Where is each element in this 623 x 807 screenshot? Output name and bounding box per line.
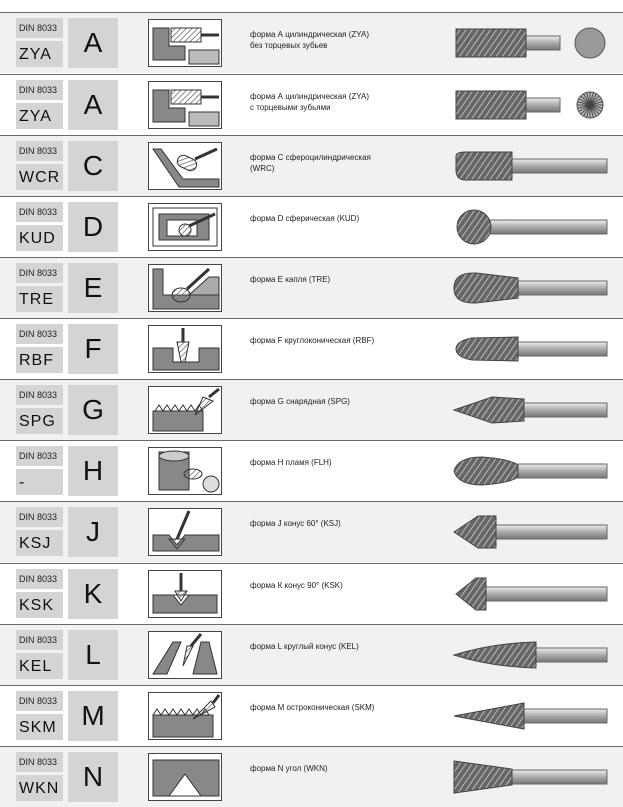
description-line-1: форма К конус 90° (KSK) <box>250 581 343 590</box>
shape-description <box>250 457 440 468</box>
description-line-1: форма А цилиндрическая (ZYA) <box>250 92 369 101</box>
description-line-2: без торцевых зубьев <box>250 41 328 50</box>
application-diagram <box>148 386 222 434</box>
burr-image <box>452 207 608 247</box>
din-standard-label: DIN 8033 <box>16 324 63 344</box>
shape-code: ZYA <box>16 103 63 129</box>
description-line-2: (WRC) <box>250 164 275 173</box>
shape-description <box>250 702 440 713</box>
shape-description <box>250 396 440 407</box>
description-line-1: форма L круглый конус (KEL) <box>250 642 359 651</box>
description-line-1: форма Е капля (TRE) <box>250 275 331 284</box>
burr-image <box>452 23 608 63</box>
din-standard-label: DIN 8033 <box>16 691 63 711</box>
shape-code: RBF <box>16 347 63 373</box>
burr-image <box>452 696 608 736</box>
shape-description <box>250 580 440 591</box>
table-row <box>0 12 623 73</box>
shape-code: - <box>16 469 63 495</box>
burr-image <box>452 390 608 430</box>
table-row <box>0 379 623 440</box>
din-standard-label: DIN 8033 <box>16 507 63 527</box>
table-row <box>0 563 623 624</box>
application-diagram <box>148 692 222 740</box>
application-diagram <box>148 570 222 618</box>
table-row <box>0 501 623 562</box>
din-standard-label: DIN 8033 <box>16 385 63 405</box>
shape-description <box>250 335 440 346</box>
din-standard-label: DIN 8033 <box>16 141 63 161</box>
description-line-1: форма J конус 60° (KSJ) <box>250 519 341 528</box>
application-diagram <box>148 81 222 129</box>
din-standard-label: DIN 8033 <box>16 202 63 222</box>
shape-description <box>250 152 440 174</box>
shape-letter: L <box>68 630 118 680</box>
burr-image <box>452 451 608 491</box>
table-row <box>0 440 623 501</box>
description-line-1: форма Н пламя (FLH) <box>250 458 332 467</box>
application-diagram <box>148 19 222 67</box>
shape-code: KEL <box>16 653 63 679</box>
shape-code: SPG <box>16 408 63 434</box>
shape-letter: N <box>68 752 118 802</box>
shape-code: TRE <box>16 286 63 312</box>
description-line-1: форма D сферическая (KUD) <box>250 214 360 223</box>
shape-letter: J <box>68 507 118 557</box>
shape-letter: A <box>68 18 118 68</box>
shape-code: WCR <box>16 164 63 190</box>
shape-code: KUD <box>16 225 63 251</box>
table-row <box>0 135 623 196</box>
shape-letter: G <box>68 385 118 435</box>
din-standard-label: DIN 8033 <box>16 752 63 772</box>
burr-image <box>452 85 608 125</box>
din-standard-label: DIN 8033 <box>16 630 63 650</box>
shape-letter: C <box>68 141 118 191</box>
shape-description <box>250 274 440 285</box>
description-line-2: с торцевыми зубьями <box>250 103 331 112</box>
burr-image <box>452 146 608 186</box>
shape-code: KSK <box>16 592 63 618</box>
shape-description <box>250 763 440 774</box>
application-diagram <box>148 264 222 312</box>
din-standard-label: DIN 8033 <box>16 18 63 38</box>
shape-code: SKM <box>16 714 63 740</box>
shape-description <box>250 91 440 113</box>
burr-image <box>452 635 608 675</box>
shape-description <box>250 518 440 529</box>
table-row <box>0 318 623 379</box>
burr-image <box>452 574 608 614</box>
description-line-1: форма А цилиндрическая (ZYA) <box>250 30 369 39</box>
description-line-1: форма G снарядная (SPG) <box>250 397 350 406</box>
shape-description <box>250 29 440 51</box>
burr-image <box>452 268 608 308</box>
table-row <box>0 685 623 746</box>
shape-code: KSJ <box>16 530 63 556</box>
din-standard-label: DIN 8033 <box>16 80 63 100</box>
application-diagram <box>148 325 222 373</box>
din-standard-label: DIN 8033 <box>16 446 63 466</box>
shape-description <box>250 641 440 652</box>
description-line-1: форма М остроконическая (SKM) <box>250 703 375 712</box>
application-diagram <box>148 631 222 679</box>
table-row <box>0 624 623 685</box>
shape-description <box>250 213 440 224</box>
burr-image <box>452 329 608 369</box>
table-row <box>0 74 623 135</box>
din-standard-label: DIN 8033 <box>16 263 63 283</box>
application-diagram <box>148 508 222 556</box>
burr-image <box>452 757 608 797</box>
shape-letter: F <box>68 324 118 374</box>
description-line-1: форма F круглоконическая (RBF) <box>250 336 375 345</box>
shape-code: ZYA <box>16 41 63 67</box>
burr-image <box>452 512 608 552</box>
application-diagram <box>148 753 222 801</box>
din-standard-label: DIN 8033 <box>16 569 63 589</box>
application-diagram <box>148 203 222 251</box>
shape-letter: E <box>68 263 118 313</box>
table-row <box>0 257 623 318</box>
shape-letter: D <box>68 202 118 252</box>
table-row <box>0 746 623 807</box>
shape-letter: A <box>68 80 118 130</box>
application-diagram <box>148 142 222 190</box>
description-line-1: форма N угол (WKN) <box>250 764 328 773</box>
shape-letter: M <box>68 691 118 741</box>
shape-letter: K <box>68 569 118 619</box>
table-row <box>0 196 623 257</box>
shape-letter: H <box>68 446 118 496</box>
application-diagram <box>148 447 222 495</box>
description-line-1: форма С сфероцилиндрическая <box>250 153 371 162</box>
shape-code: WKN <box>16 775 63 801</box>
